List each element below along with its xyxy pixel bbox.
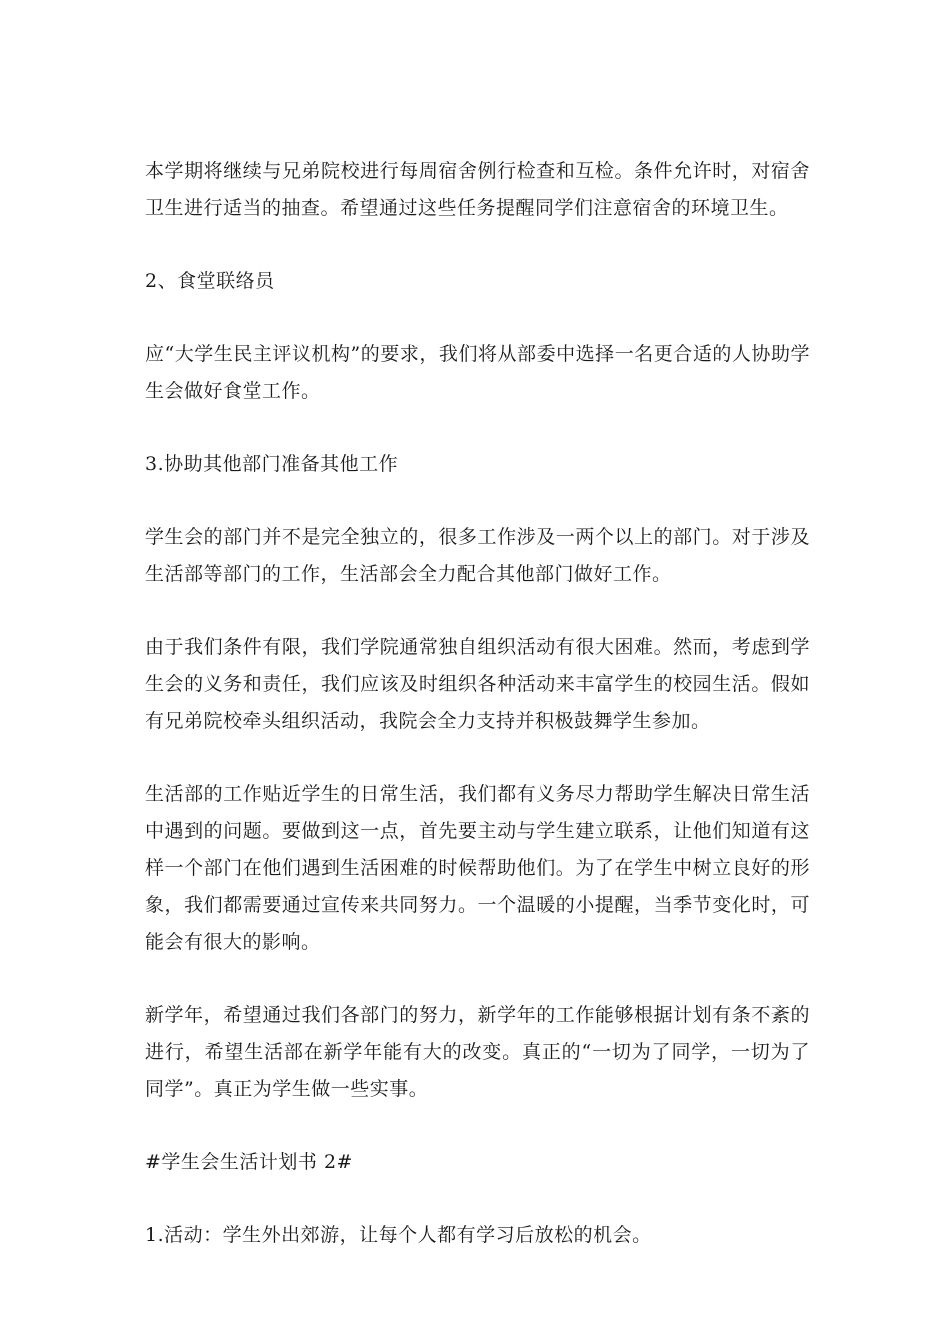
paragraph-departments-cooperation: 学生会的部门并不是完全独立的，很多工作涉及一两个以上的部门。对于涉及生活部等部门的工作，生活部会全力配合其他部门做好工作。: [145, 526, 810, 585]
list-item-activity-outing: 1.活动：学生外出郊游，让每个人都有学习后放松的机会。: [145, 1224, 652, 1246]
paragraph-daily-life: 生活部的工作贴近学生的日常生活，我们都有义务尽力帮助学生解决日常生活中遇到的问题。要做到这一点，首先要主动与学生建立联系，让他们知道有这样一个部门在他们遇到生活困难的时候帮助他们。为了在学生中树立良好的形象，我们都需要通过宣传来共同努力。一个温暖的小提醒，当季节变化时，可能会有很大的影响。: [145, 783, 810, 953]
heading-canteen-liaison: 2、食堂联络员: [145, 270, 275, 292]
paragraph-new-school-year: 新学年，希望通过我们各部门的努力，新学年的工作能够根据计划有条不紊的进行，希望生活部在新学年能有大的改变。真正的“一切为了同学，一切为了同学”。真正为学生做一些实事。: [145, 1004, 810, 1100]
heading-plan-2: #学生会生活计划书 2#: [145, 1151, 353, 1173]
paragraph-dorm-inspection: 本学期将继续与兄弟院校进行每周宿舍例行检查和互检。条件允许时，对宿舍卫生进行适当的抽查。希望通过这些任务提醒同学们注意宿舍的环境卫生。: [145, 160, 810, 219]
document-body: [145, 153, 810, 1290]
paragraph-canteen-liaison: 应“大学生民主评议机构”的要求，我们将从部委中选择一名更合适的人协助学生会做好食堂工作。: [145, 343, 810, 402]
paragraph-limited-conditions: 由于我们条件有限，我们学院通常独自组织活动有很大困难。然而，考虑到学生会的义务和责任，我们应该及时组织各种活动来丰富学生的校园生活。假如有兄弟院校牵头组织活动，我院会全力支持并积极鼓舞学生参加。: [145, 636, 810, 732]
heading-assist-other-departments: 3.协助其他部门准备其他工作: [145, 453, 399, 475]
